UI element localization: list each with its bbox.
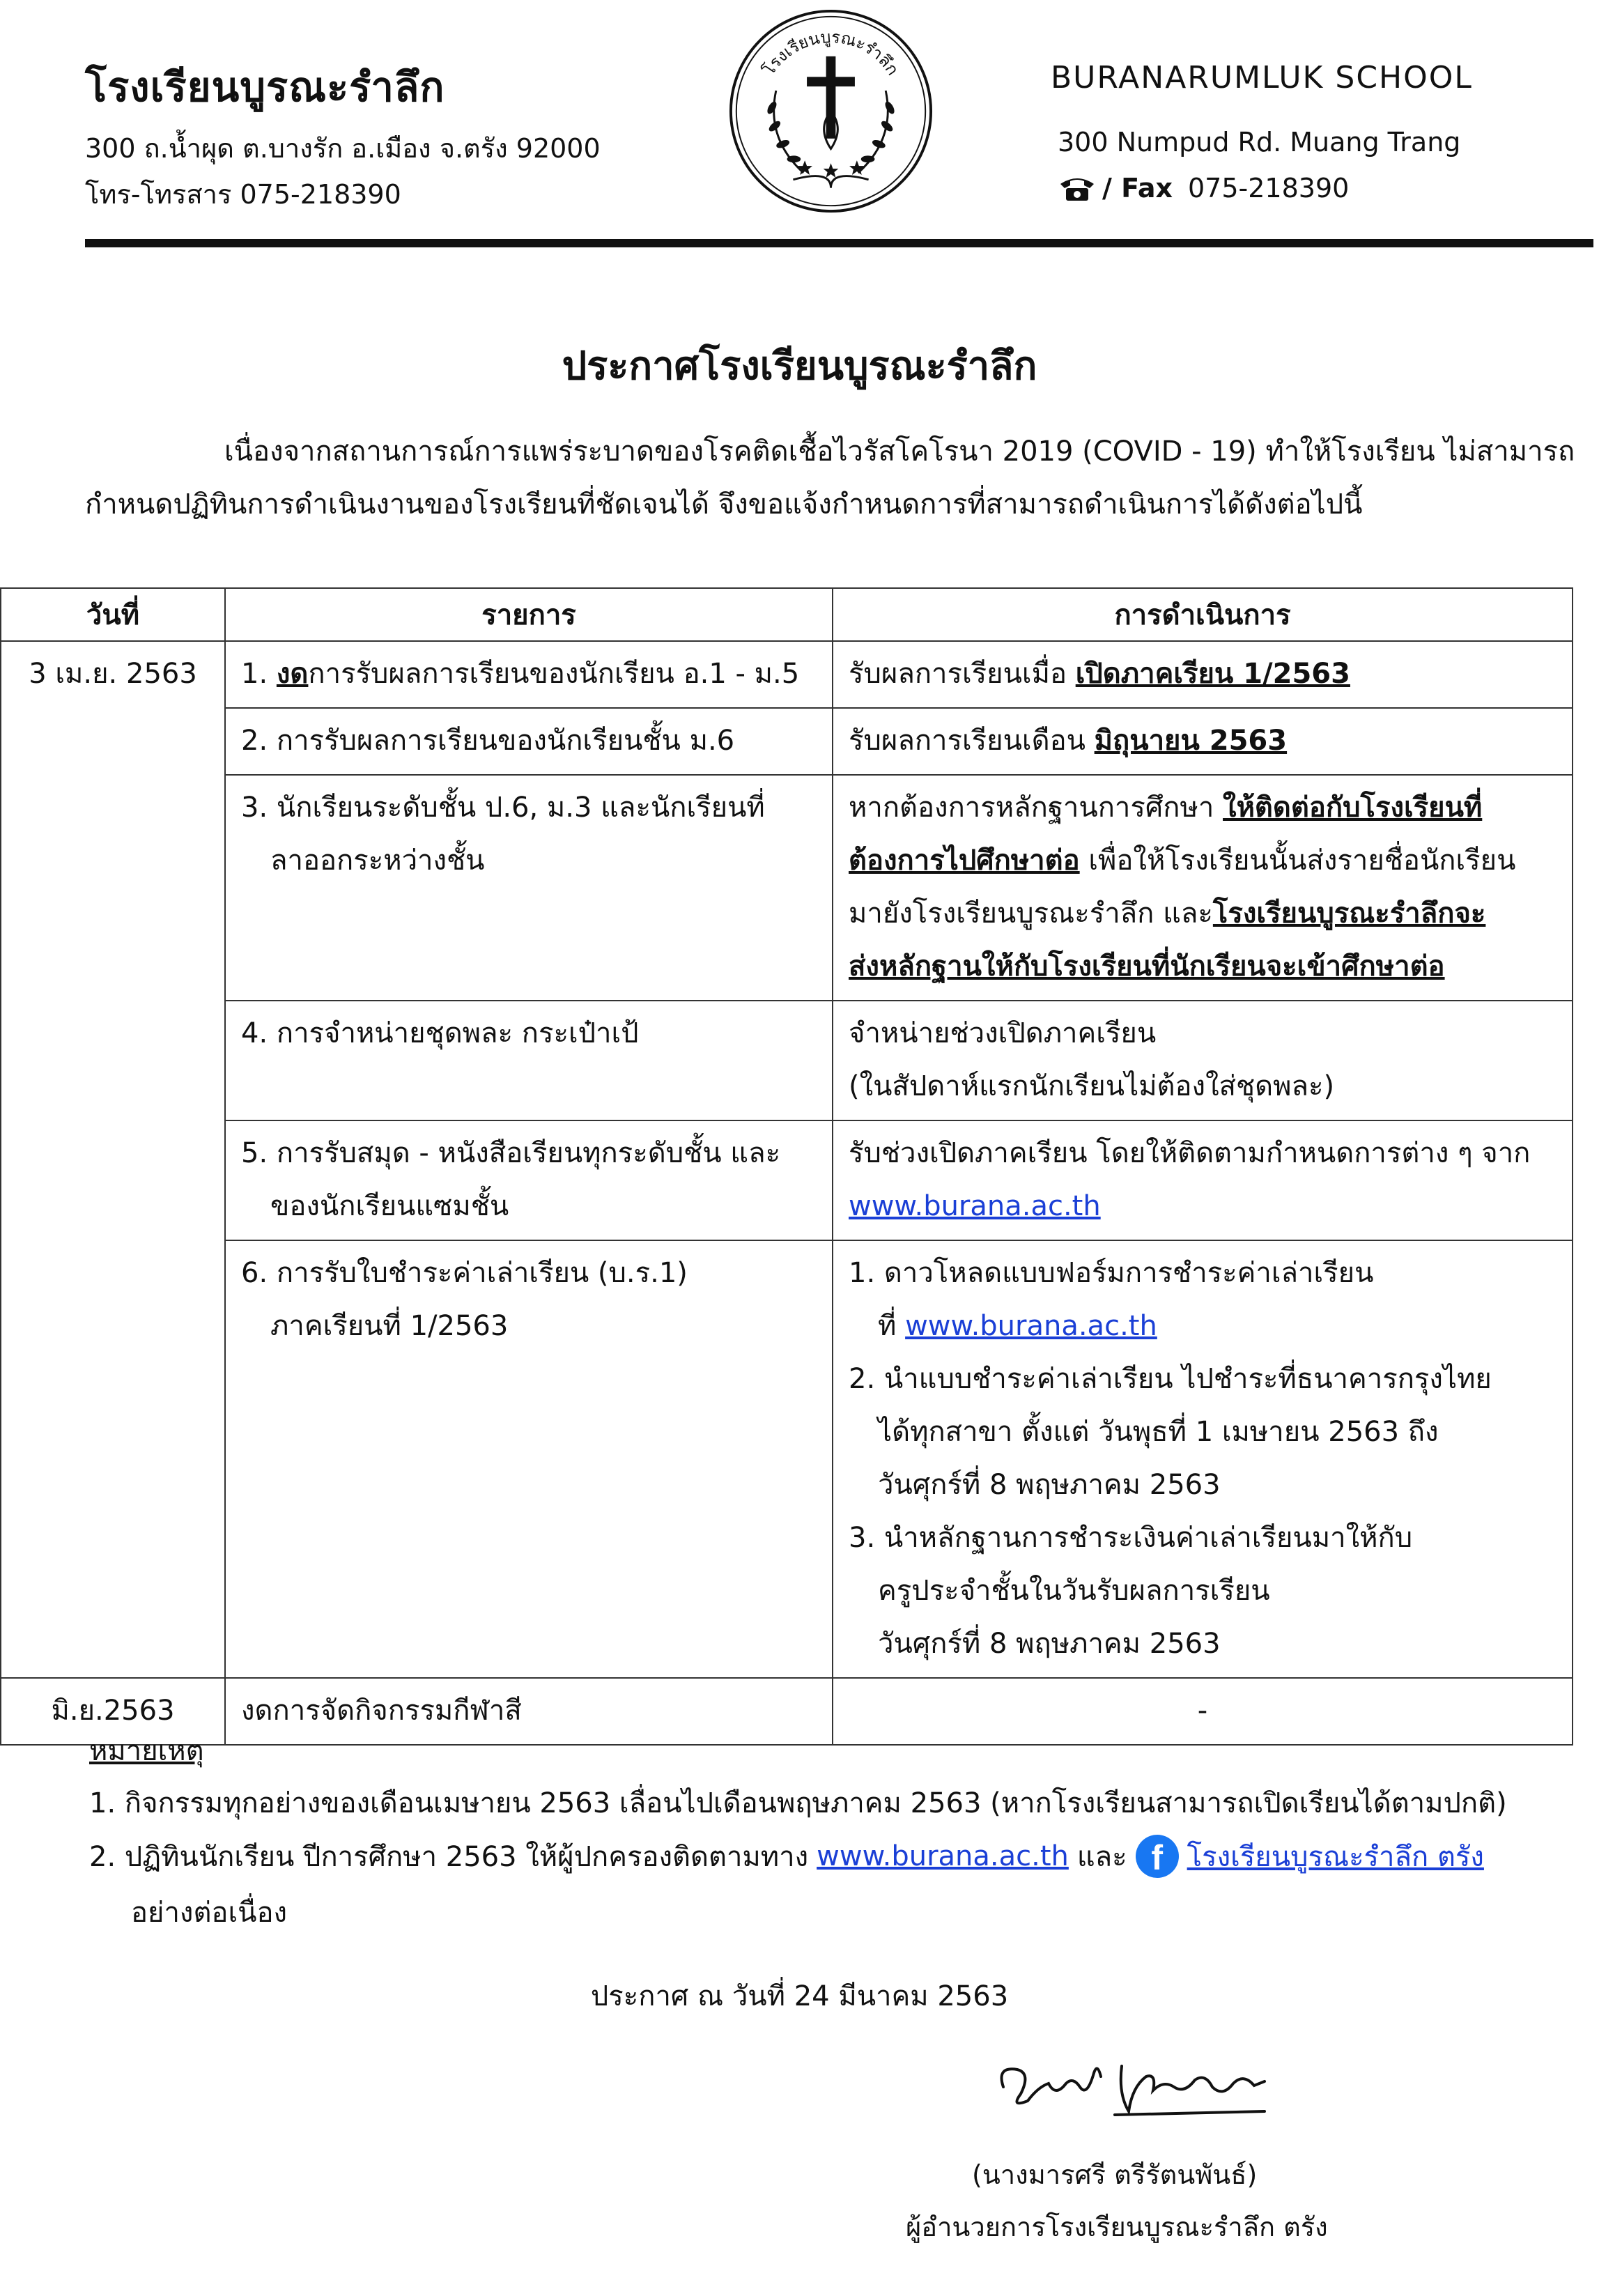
announcement-date: ประกาศ ณ วันที่ 24 มีนาคม 2563 bbox=[590, 1980, 1009, 2012]
schedule-table bbox=[0, 587, 1573, 1746]
school-phone-en bbox=[1058, 173, 1349, 203]
action-text: รับผลการเรียนเมื่อ bbox=[849, 658, 1076, 690]
date-cell-apr: 3 เม.ย. 2563 bbox=[1, 641, 225, 1678]
school-name-th: โรงเรียนบูรณะรำลึก bbox=[85, 63, 445, 111]
table-row bbox=[1, 775, 1573, 1001]
item-text: การรับผลการเรียนของนักเรียน อ.1 - ม.5 bbox=[308, 658, 800, 690]
website-link[interactable]: www.burana.ac.th bbox=[817, 1840, 1069, 1872]
intro-line-2: กำหนดปฏิทินการดำเนินงานของโรงเรียนที่ชัดเจนได้ จึงขอแจ้งกำหนดการที่สามารถดำเนินการได้ดังต่อไปนี้ bbox=[85, 488, 1363, 521]
action-cell: - bbox=[833, 1678, 1573, 1745]
intro-line-1: เนื่องจากสถานการณ์การแพร่ระบาดของโรคติดเชื้อไวรัสโคโรนา 2019 (COVID - 19) ทำให้โรงเรียน ไม่สามารถ bbox=[224, 436, 1575, 468]
action-cell bbox=[833, 1001, 1573, 1120]
school-phone-th: โทร-โทรสาร 075-218390 bbox=[85, 179, 401, 210]
item-line: ลาออกระหว่างชั้น bbox=[270, 845, 485, 877]
phone-number-en: 075-218390 bbox=[1188, 173, 1350, 203]
header-date: วันที่ bbox=[1, 588, 225, 641]
header-action: การดำเนินการ bbox=[833, 588, 1573, 641]
school-name-en: BURANARUMLUK SCHOOL bbox=[1051, 60, 1473, 95]
item-number: 1. bbox=[241, 658, 277, 690]
action-emphasis: ให้ติดต่อกับโรงเรียนที่ bbox=[1223, 792, 1483, 824]
item-line: ภาคเรียนที่ 1/2563 bbox=[270, 1310, 509, 1342]
facebook-icon[interactable]: f bbox=[1136, 1835, 1179, 1878]
note-2-and: และ bbox=[1076, 1841, 1127, 1873]
action-emphasis: เปิดภาคเรียน 1/2563 bbox=[1075, 658, 1350, 690]
table-row bbox=[1, 1001, 1573, 1120]
action-line: ได้ทุกสาขา ตั้งแต่ วันพุธที่ 1 เมษายน 2563 ถึง bbox=[878, 1416, 1439, 1448]
date-cell-jun: มิ.ย.2563 bbox=[1, 1678, 225, 1745]
item-cell: งดการจัดกิจกรรมกีฬาสี bbox=[225, 1678, 833, 1745]
school-address-th: 300 ถ.น้ำผุด ต.บางรัก อ.เมือง จ.ตรัง 92000 bbox=[85, 133, 601, 164]
website-link[interactable]: www.burana.ac.th bbox=[905, 1310, 1157, 1342]
intro-paragraph bbox=[85, 425, 1583, 531]
school-address-en: 300 Numpud Rd. Muang Trang bbox=[1058, 127, 1461, 157]
action-line: 3. นำหลักฐานการชำระเงินค่าเล่าเรียนมาให้กับ bbox=[849, 1522, 1413, 1554]
table-row bbox=[1, 1678, 1573, 1745]
note-1: 1. กิจกรรมทุกอย่างของเดือนเมษายน 2563 เลื่อนไปเดือนพฤษภาคม 2563 (หากโรงเรียนสามารถเปิดเรียนได้ตามปกติ) bbox=[89, 1787, 1507, 1819]
action-text: รับผลการเรียนเดือน bbox=[849, 725, 1095, 757]
fax-label: / Fax bbox=[1102, 173, 1173, 203]
table-header-row bbox=[1, 588, 1573, 641]
item-line: ของนักเรียนแซมชั้น bbox=[270, 1190, 509, 1222]
notes-heading: หมายเหตุ bbox=[89, 1735, 204, 1767]
item-line: 6. การรับใบชำระค่าเล่าเรียน (บ.ร.1) bbox=[241, 1257, 688, 1289]
action-line: ครูประจำชั้นในวันรับผลการเรียน bbox=[878, 1575, 1270, 1607]
item-line: 3. นักเรียนระดับชั้น ป.6, ม.3 และนักเรียนที่ bbox=[241, 792, 765, 824]
website-link[interactable]: www.burana.ac.th bbox=[849, 1190, 1101, 1222]
table-row bbox=[1, 1120, 1573, 1240]
facebook-page-link[interactable]: โรงเรียนบูรณะรำลึก ตรัง bbox=[1187, 1841, 1484, 1873]
action-cell bbox=[833, 708, 1573, 775]
action-line: 1. ดาวโหลดแบบฟอร์มการชำระค่าเล่าเรียน bbox=[849, 1257, 1374, 1289]
cancel-keyword: งด bbox=[276, 658, 309, 690]
item-cell: 2. การรับผลการเรียนของนักเรียนชั้น ม.6 bbox=[225, 708, 833, 775]
action-text: เพื่อให้โรงเรียนนั้นส่งรายชื่อนักเรียน bbox=[1079, 845, 1516, 877]
action-text: มายังโรงเรียนบูรณะรำลึก และ bbox=[849, 897, 1213, 930]
signer-position: ผู้อำนวยการโรงเรียนบูรณะรำลึก ตรัง bbox=[906, 2212, 1328, 2242]
action-emphasis: โรงเรียนบูรณะรำลึกจะ bbox=[1212, 897, 1486, 930]
table-row bbox=[1, 708, 1573, 775]
action-cell bbox=[833, 641, 1573, 708]
school-seal-icon bbox=[728, 8, 934, 214]
item-line: 5. การรับสมุด - หนังสือเรียนทุกระดับชั้น และ bbox=[241, 1137, 781, 1169]
action-line: วันศุกร์ที่ 8 พฤษภาคม 2563 bbox=[878, 1469, 1221, 1501]
action-cell bbox=[833, 1240, 1573, 1678]
item-cell: 4. การจำหน่ายชุดพละ กระเป๋าเป้ bbox=[225, 1001, 833, 1120]
table-row bbox=[1, 1240, 1573, 1678]
note-2-text: 2. ปฏิทินนักเรียน ปีการศึกษา 2563 ให้ผู้ปกครองติดตามทาง bbox=[89, 1841, 809, 1873]
item-cell bbox=[225, 775, 833, 1001]
action-cell bbox=[833, 1120, 1573, 1240]
signer-name: (นางมารศรี ตรีรัตนพันธ์) bbox=[972, 2159, 1258, 2190]
action-line: วันศุกร์ที่ 8 พฤษภาคม 2563 bbox=[878, 1628, 1221, 1660]
seal-text: โรงเรียนบูรณะรำลึก bbox=[759, 26, 903, 79]
announcement-title: ประกาศโรงเรียนบูรณะรำลึก bbox=[562, 344, 1037, 389]
action-line: (ในสัปดาห์แรกนักเรียนไม่ต้องใส่ชุดพละ) bbox=[849, 1070, 1335, 1102]
telephone-icon bbox=[1058, 174, 1097, 202]
header-item: รายการ bbox=[225, 588, 833, 641]
table-row bbox=[1, 641, 1573, 708]
header-divider bbox=[85, 239, 1593, 247]
item-cell bbox=[225, 641, 833, 708]
action-text: หากต้องการหลักฐานการศึกษา bbox=[849, 792, 1223, 824]
action-text: ที่ bbox=[878, 1310, 906, 1342]
note-2 bbox=[89, 1834, 1484, 1879]
item-cell bbox=[225, 1240, 833, 1678]
action-line: รับช่วงเปิดภาคเรียน โดยให้ติดตามกำหนดการต่าง ๆ จาก bbox=[849, 1137, 1531, 1169]
signature-image bbox=[989, 2045, 1275, 2129]
note-2-continuation: อย่างต่อเนื่อง bbox=[131, 1897, 288, 1929]
action-emphasis: มิถุนายน 2563 bbox=[1094, 725, 1288, 757]
action-emphasis: ส่งหลักฐานให้กับโรงเรียนที่นักเรียนจะเข้าศึกษาต่อ bbox=[849, 950, 1445, 983]
action-line: จำหน่ายช่วงเปิดภาคเรียน bbox=[849, 1017, 1157, 1049]
action-line: 2. นำแบบชำระค่าเล่าเรียน ไปชำระที่ธนาคารกรุงไทย bbox=[849, 1363, 1492, 1395]
action-cell bbox=[833, 775, 1573, 1001]
action-emphasis: ต้องการไปศึกษาต่อ bbox=[849, 845, 1080, 877]
item-cell bbox=[225, 1120, 833, 1240]
